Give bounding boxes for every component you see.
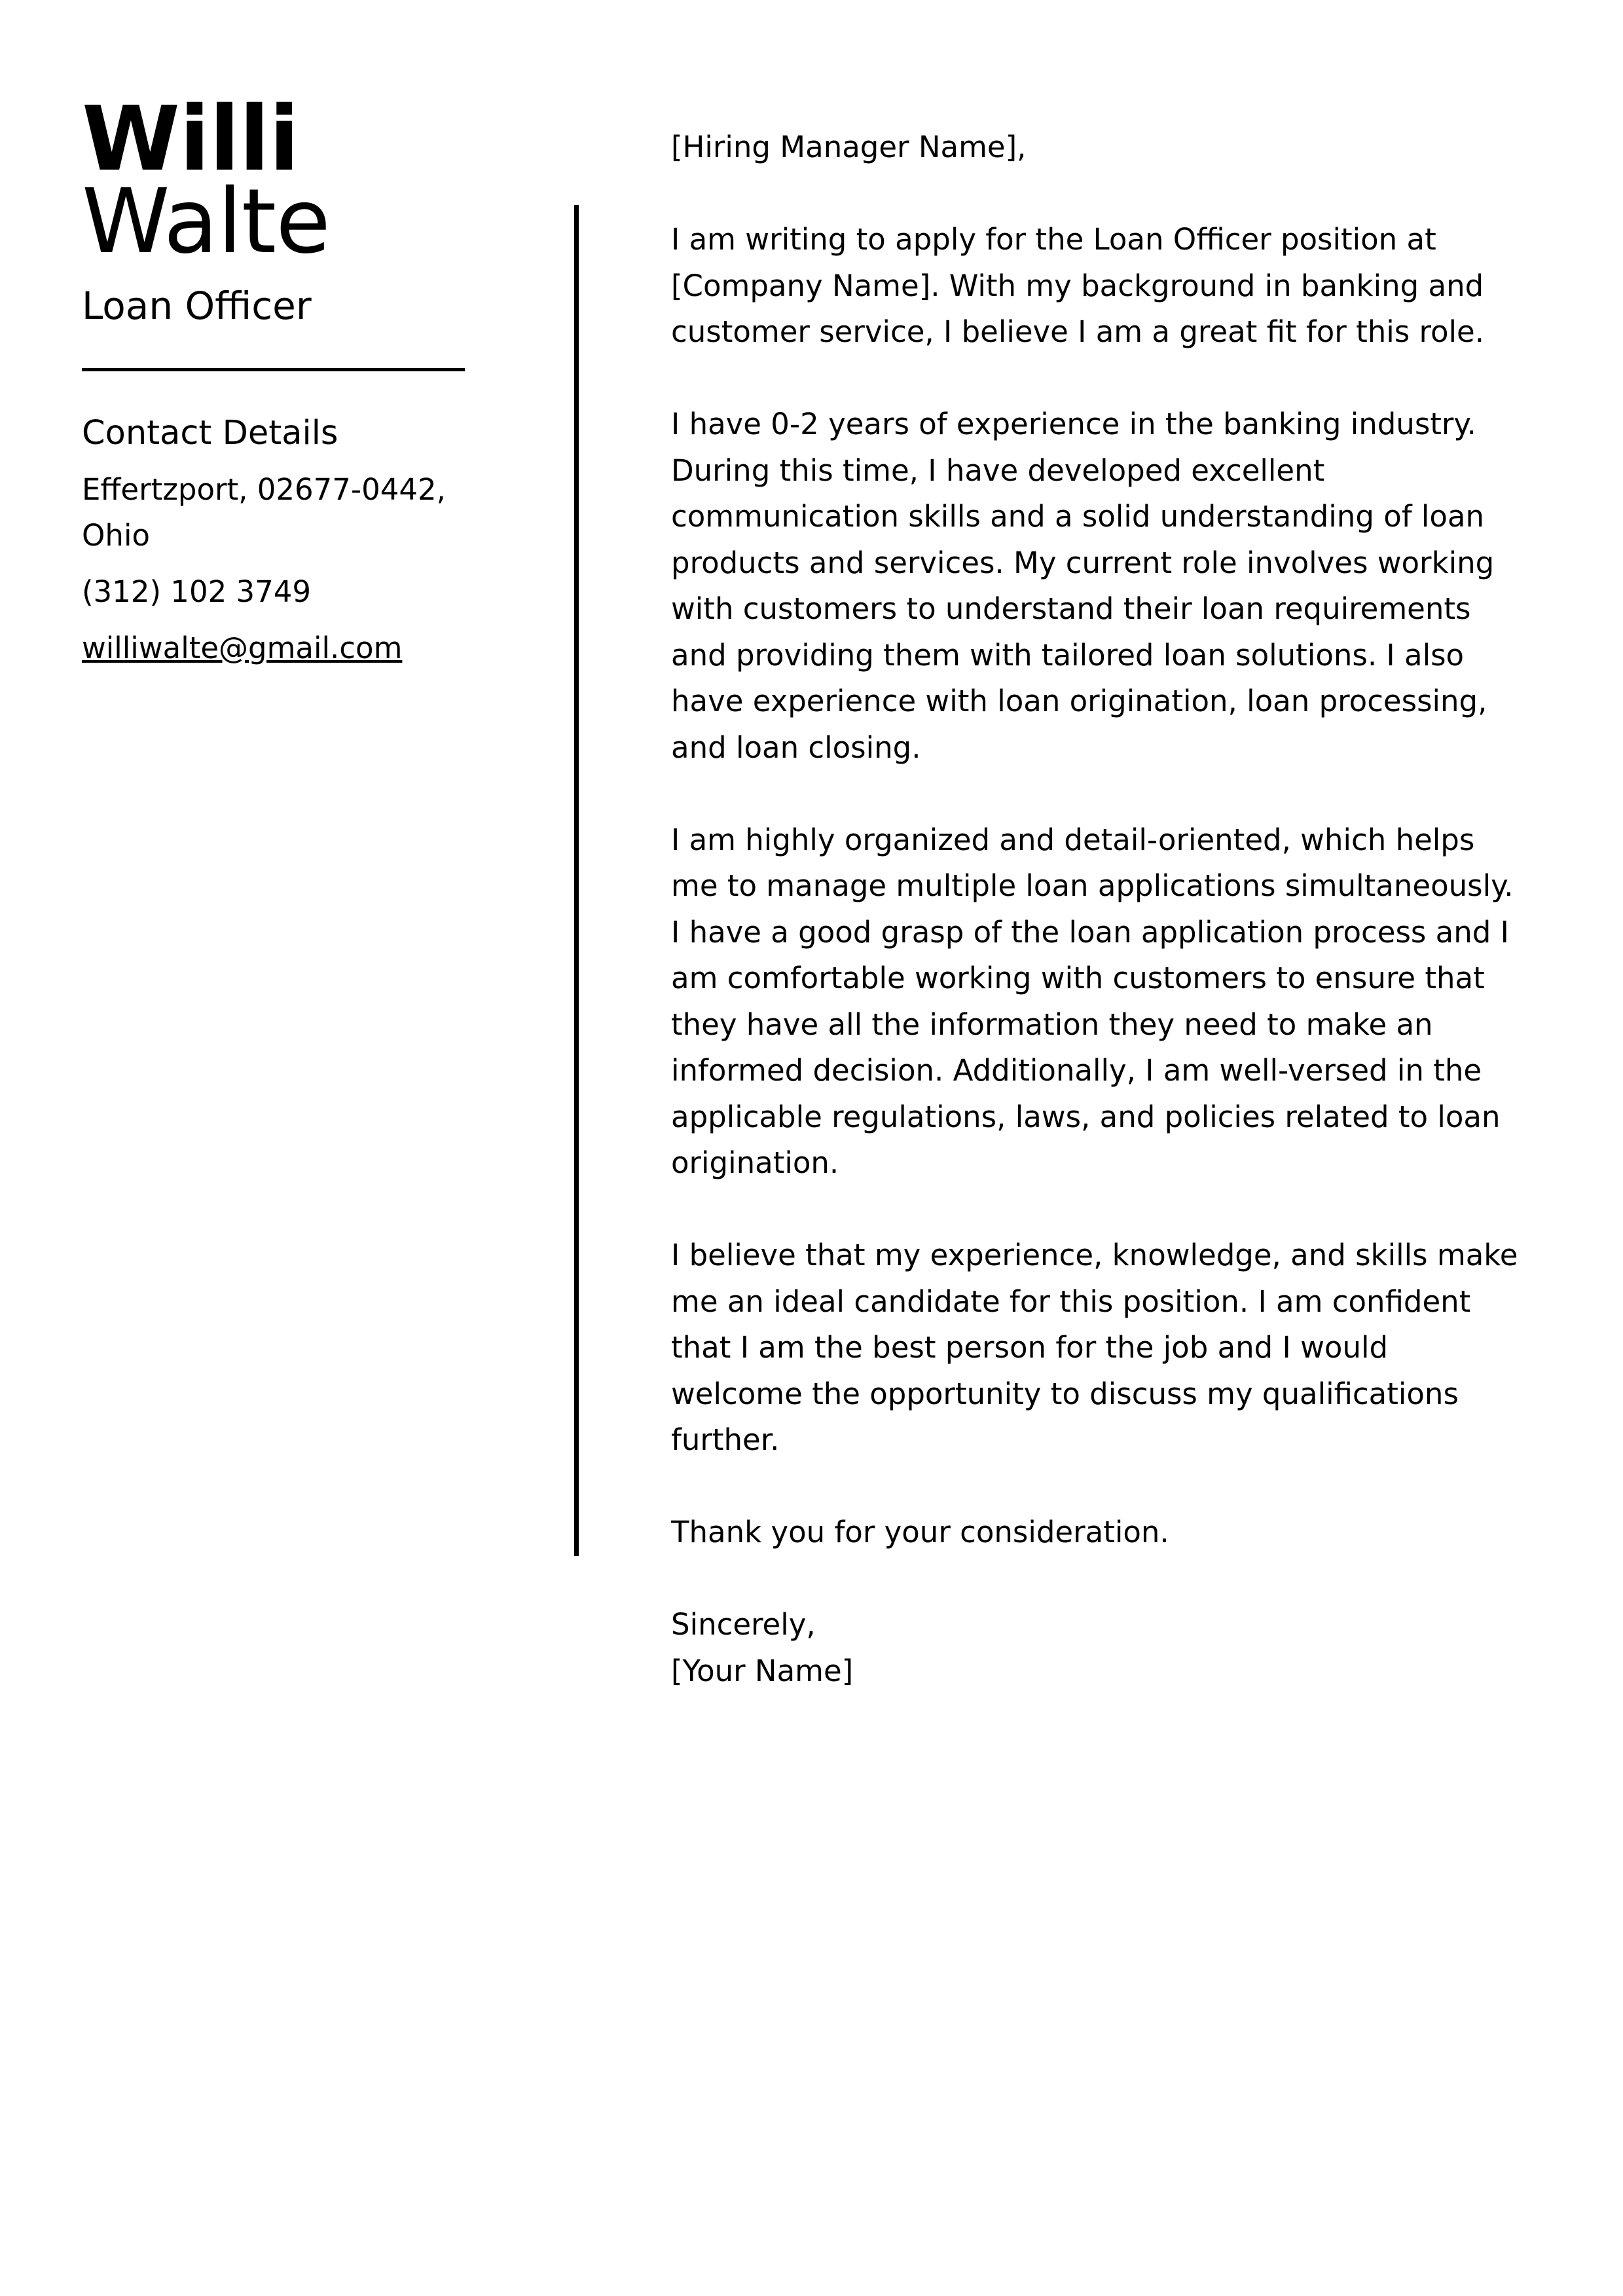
- first-name: Willi: [82, 88, 299, 191]
- contact-address: Effertzport, 02677-0442, Ohio: [82, 472, 446, 553]
- signature: [Your Name]: [671, 1653, 854, 1688]
- paragraph-conclusion: I believe that my experience, knowledge, and skills make me an ideal candidate for this position. I am confident that I am the best person for the job and I would welcome the opportunity to discuss my qualifications further.: [671, 1238, 1518, 1457]
- paragraph-experience: I have 0-2 years of experience in the banking industry. During this time, I have developed excellent communication skills and a solid understanding of loan products and services. My current role involves working with customers to understand their loan requirements and providing them with tailored loan solutions. I also have experience with loan origination, loan processing, and loan closing.: [671, 407, 1495, 765]
- sidebar-divider: [82, 368, 465, 371]
- letter-body: [671, 124, 1522, 1694]
- sidebar: [82, 88, 465, 671]
- closing: Sincerely,: [671, 1607, 816, 1642]
- paragraph-thanks: Thank you for your consideration.: [671, 1515, 1169, 1549]
- column-divider: [574, 205, 579, 1556]
- job-title: Loan Officer: [82, 284, 312, 328]
- last-name: Walte: [82, 170, 330, 274]
- contact-details-heading: Contact Details: [82, 414, 338, 453]
- salutation: [Hiring Manager Name],: [671, 130, 1027, 164]
- paragraph-skills: I am highly organized and detail-oriented, which helps me to manage multiple loan applications simultaneously. I have a good grasp of the loan application process and I am comfortable working with customers to ensure that they have all the information they need to make an informed decision. Additionally, I am well-versed in the applicable regulations, laws, and policies related to loan origination.: [671, 822, 1514, 1180]
- contact-email-link[interactable]: williwalte@gmail.com: [82, 631, 403, 665]
- contact-phone: (312) 102 3749: [82, 574, 312, 609]
- paragraph-intro: I am writing to apply for the Loan Officer position at [Company Name]. With my background in banking and customer service, I believe I am a great fit for this role.: [671, 222, 1485, 349]
